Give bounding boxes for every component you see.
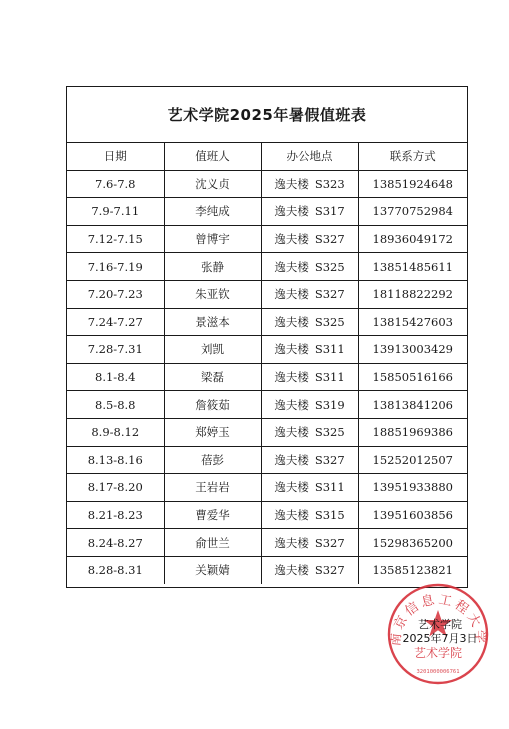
cell-date: 8.17-8.20 bbox=[67, 474, 164, 502]
signature-date: 2025年7月3日 bbox=[402, 632, 478, 645]
cell-office-location bbox=[261, 529, 358, 557]
cell-date: 7.9-7.11 bbox=[67, 198, 164, 226]
cell-office-location bbox=[261, 336, 358, 364]
cell-date: 8.24-8.27 bbox=[67, 529, 164, 557]
table-row bbox=[67, 225, 467, 253]
cell-duty-person: 梁磊 bbox=[164, 363, 261, 391]
roster-table bbox=[67, 143, 467, 584]
roster-title: 艺术学院2025年暑假值班表 bbox=[67, 87, 467, 143]
cell-office-location bbox=[261, 198, 358, 226]
cell-duty-person: 张静 bbox=[164, 253, 261, 281]
building-name: 逸夫楼 bbox=[274, 563, 309, 578]
building-name: 逸夫楼 bbox=[274, 535, 309, 550]
cell-office-location bbox=[261, 225, 358, 253]
building-name: 逸夫楼 bbox=[274, 397, 309, 412]
table-row bbox=[67, 308, 467, 336]
cell-phone: 13951933880 bbox=[358, 474, 467, 502]
room-number: S311 bbox=[314, 480, 345, 495]
svg-text:3201000006761: 3201000006761 bbox=[416, 669, 460, 675]
building-name: 逸夫楼 bbox=[274, 314, 309, 329]
cell-office-location bbox=[261, 308, 358, 336]
signature-org: 艺术学院 bbox=[418, 618, 462, 631]
cell-date: 7.24-7.27 bbox=[67, 308, 164, 336]
room-number: S327 bbox=[314, 563, 345, 578]
cell-duty-person: 景滋本 bbox=[164, 308, 261, 336]
cell-duty-person: 曹爱华 bbox=[164, 501, 261, 529]
svg-text:艺术学院: 艺术学院 bbox=[413, 646, 463, 660]
building-name: 逸夫楼 bbox=[274, 176, 309, 191]
cell-duty-person: 刘凯 bbox=[164, 336, 261, 364]
cell-phone: 15252012507 bbox=[358, 446, 467, 474]
table-row bbox=[67, 363, 467, 391]
cell-phone: 18118822292 bbox=[358, 280, 467, 308]
cell-phone: 13770752984 bbox=[358, 198, 467, 226]
cell-date: 8.21-8.23 bbox=[67, 501, 164, 529]
cell-duty-person: 詹筱茹 bbox=[164, 391, 261, 419]
cell-duty-person: 朱亚钦 bbox=[164, 280, 261, 308]
room-number: S317 bbox=[314, 204, 345, 219]
cell-office-location bbox=[261, 363, 358, 391]
cell-phone: 13851924648 bbox=[358, 170, 467, 198]
cell-duty-person: 蓓彭 bbox=[164, 446, 261, 474]
header-contact: 联系方式 bbox=[358, 143, 467, 170]
table-row bbox=[67, 391, 467, 419]
cell-office-location bbox=[261, 556, 358, 583]
cell-date: 8.13-8.16 bbox=[67, 446, 164, 474]
room-number: S319 bbox=[314, 397, 345, 412]
header-location: 办公地点 bbox=[261, 143, 358, 170]
building-name: 逸夫楼 bbox=[274, 259, 309, 274]
cell-date: 8.28-8.31 bbox=[67, 556, 164, 583]
building-name: 逸夫楼 bbox=[274, 287, 309, 302]
building-name: 逸夫楼 bbox=[274, 425, 309, 440]
room-number: S325 bbox=[314, 425, 345, 440]
cell-office-location bbox=[261, 391, 358, 419]
room-number: S325 bbox=[314, 259, 345, 274]
building-name: 逸夫楼 bbox=[274, 204, 309, 219]
cell-date: 7.6-7.8 bbox=[67, 170, 164, 198]
cell-date: 7.16-7.19 bbox=[67, 253, 164, 281]
cell-phone: 18851969386 bbox=[358, 418, 467, 446]
cell-duty-person: 王岩岩 bbox=[164, 474, 261, 502]
table-row bbox=[67, 474, 467, 502]
cell-phone: 15850516166 bbox=[358, 363, 467, 391]
building-name: 逸夫楼 bbox=[274, 452, 309, 467]
table-row bbox=[67, 446, 467, 474]
header-date: 日期 bbox=[67, 143, 164, 170]
room-number: S327 bbox=[314, 535, 345, 550]
cell-phone: 13815427603 bbox=[358, 308, 467, 336]
cell-phone: 13951603856 bbox=[358, 501, 467, 529]
cell-date: 7.28-7.31 bbox=[67, 336, 164, 364]
building-name: 逸夫楼 bbox=[274, 342, 309, 357]
svg-text:南京信息工程大学: 南京信息工程大学 bbox=[388, 592, 488, 647]
room-number: S327 bbox=[314, 287, 345, 302]
table-row bbox=[67, 253, 467, 281]
cell-date: 7.20-7.23 bbox=[67, 280, 164, 308]
cell-date: 7.12-7.15 bbox=[67, 225, 164, 253]
room-number: S311 bbox=[314, 370, 345, 385]
table-row bbox=[67, 501, 467, 529]
table-row bbox=[67, 170, 467, 198]
cell-duty-person: 郑婷玉 bbox=[164, 418, 261, 446]
room-number: S327 bbox=[314, 232, 345, 247]
cell-phone: 15298365200 bbox=[358, 529, 467, 557]
cell-duty-person: 俞世兰 bbox=[164, 529, 261, 557]
room-number: S323 bbox=[314, 176, 345, 191]
cell-date: 8.9-8.12 bbox=[67, 418, 164, 446]
table-row bbox=[67, 198, 467, 226]
table-header-row bbox=[67, 143, 467, 170]
cell-office-location bbox=[261, 501, 358, 529]
cell-office-location bbox=[261, 253, 358, 281]
signature-block bbox=[390, 618, 490, 646]
cell-date: 8.1-8.4 bbox=[67, 363, 164, 391]
room-number: S327 bbox=[314, 452, 345, 467]
cell-office-location bbox=[261, 170, 358, 198]
building-name: 逸夫楼 bbox=[274, 508, 309, 523]
room-number: S315 bbox=[314, 508, 345, 523]
building-name: 逸夫楼 bbox=[274, 232, 309, 247]
cell-phone: 18936049172 bbox=[358, 225, 467, 253]
cell-phone: 13851485611 bbox=[358, 253, 467, 281]
cell-duty-person: 沈义贞 bbox=[164, 170, 261, 198]
cell-office-location bbox=[261, 474, 358, 502]
table-row bbox=[67, 418, 467, 446]
table-row bbox=[67, 336, 467, 364]
room-number: S311 bbox=[314, 342, 345, 357]
table-row bbox=[67, 529, 467, 557]
cell-phone: 13813841206 bbox=[358, 391, 467, 419]
building-name: 逸夫楼 bbox=[274, 480, 309, 495]
room-number: S325 bbox=[314, 314, 345, 329]
cell-date: 8.5-8.8 bbox=[67, 391, 164, 419]
table-row bbox=[67, 280, 467, 308]
cell-duty-person: 曾博宇 bbox=[164, 225, 261, 253]
cell-office-location bbox=[261, 280, 358, 308]
cell-phone: 13585123821 bbox=[358, 556, 467, 583]
header-name: 值班人 bbox=[164, 143, 261, 170]
duty-roster-sheet bbox=[66, 86, 468, 588]
cell-duty-person: 关颖婧 bbox=[164, 556, 261, 583]
cell-office-location bbox=[261, 446, 358, 474]
cell-office-location bbox=[261, 418, 358, 446]
cell-duty-person: 李纯成 bbox=[164, 198, 261, 226]
cell-phone: 13913003429 bbox=[358, 336, 467, 364]
building-name: 逸夫楼 bbox=[274, 370, 309, 385]
